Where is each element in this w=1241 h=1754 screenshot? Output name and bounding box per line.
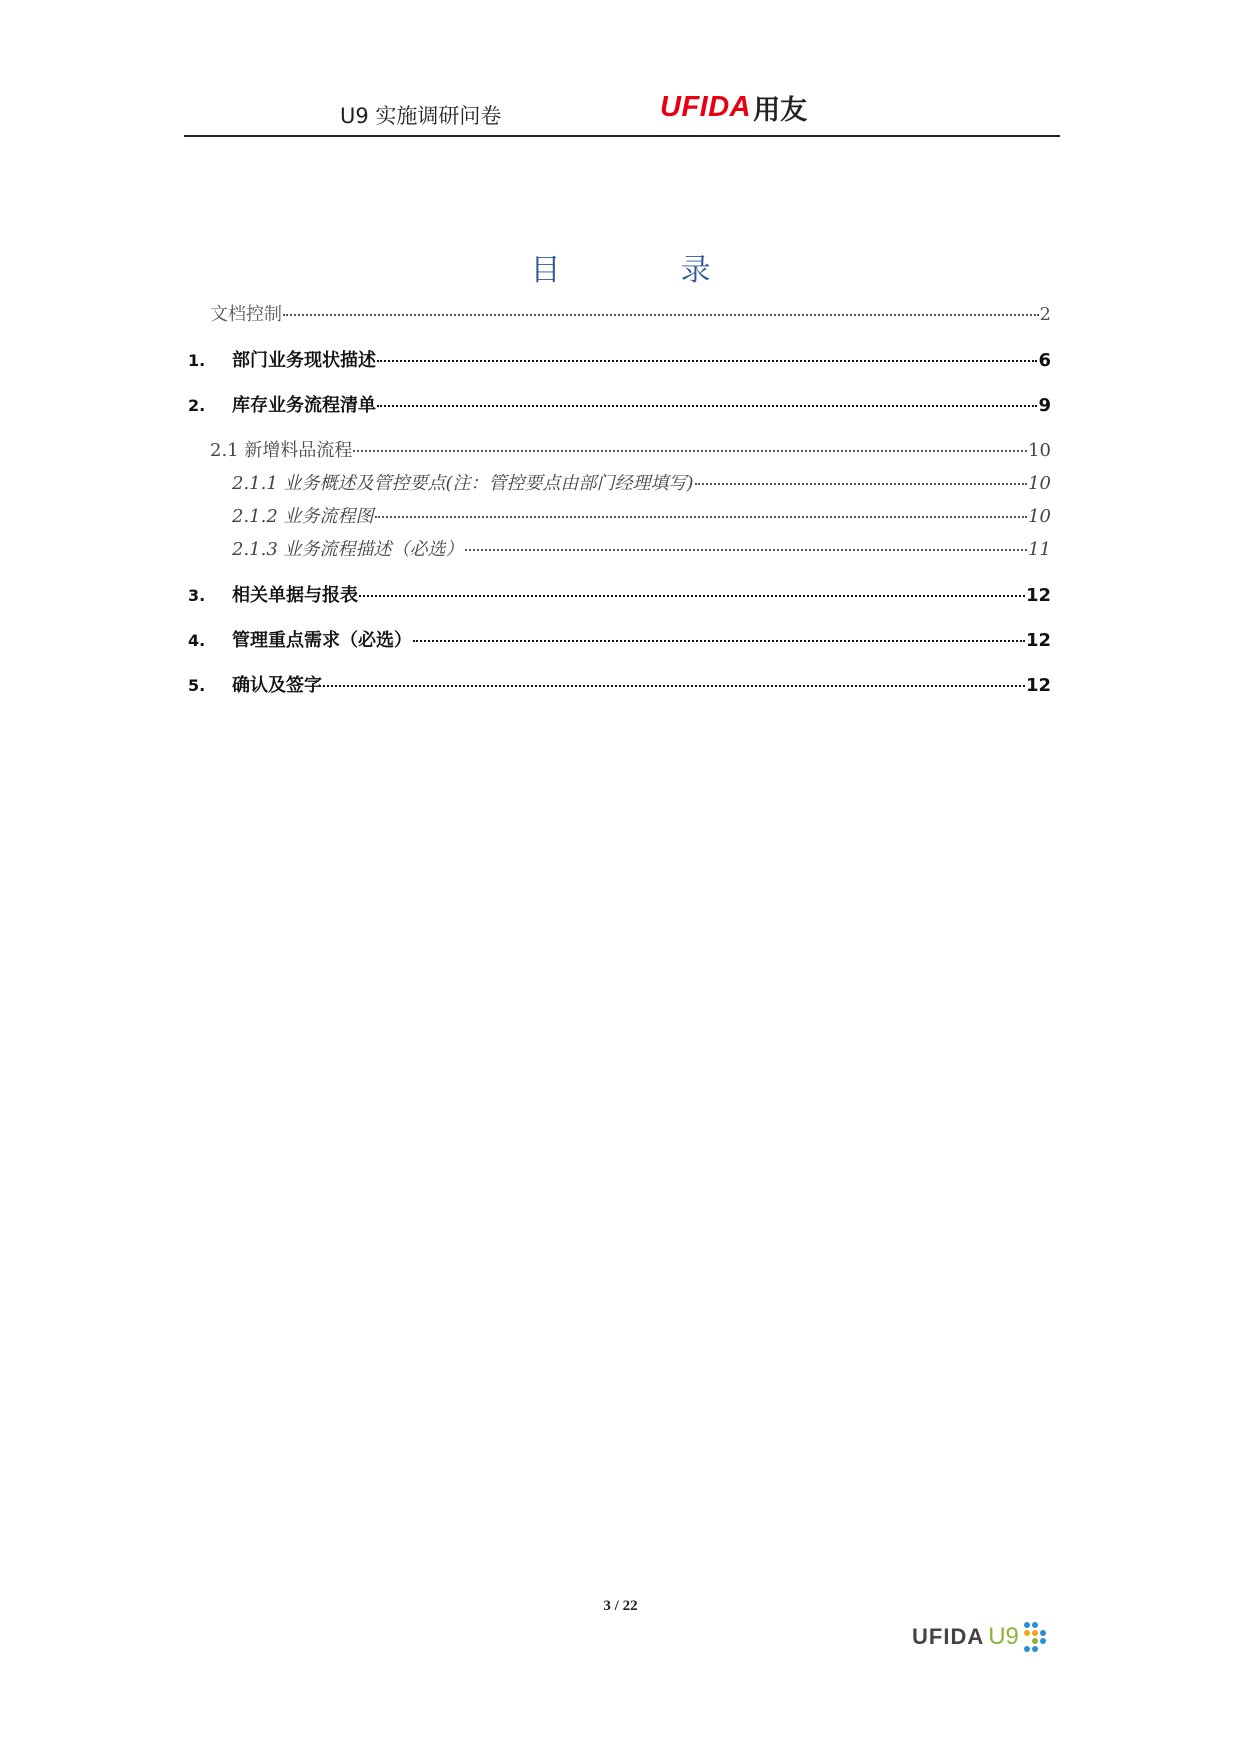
dots-logo-icon: [1021, 1620, 1049, 1654]
toc-entry-page: 12: [1025, 630, 1051, 651]
toc-leader-dots: [283, 314, 1039, 316]
toc-entry-text: 库存业务流程清单: [232, 395, 376, 416]
toc-entry-page: 2: [1039, 304, 1051, 325]
toc-title-left: 目: [530, 253, 561, 288]
logo-brand-cn-text: 用友: [753, 95, 808, 126]
toc-entry-page: 10: [1028, 440, 1051, 461]
toc-entry-text: 2.1 新增料品流程: [210, 440, 353, 461]
toc-entry-page: 12: [1025, 675, 1051, 696]
toc-leader-dots: [359, 595, 1025, 597]
toc-entry-text: 相关单据与报表: [232, 585, 358, 606]
toc-entry-text: 部门业务现状描述: [232, 350, 376, 371]
toc-entry-3[interactable]: [188, 581, 1051, 607]
toc-entry-2-1-1[interactable]: [232, 469, 1051, 495]
document-header-title: U9 实施调研问卷: [340, 104, 502, 128]
toc-entry-number: 4.: [188, 631, 206, 650]
toc-entry-2-1[interactable]: [210, 436, 1051, 462]
toc-entry-page: 6: [1038, 350, 1051, 371]
toc-entry-2[interactable]: [188, 391, 1051, 417]
toc-entry-2-1-3[interactable]: [232, 535, 1051, 561]
toc-entry-document-control[interactable]: [210, 300, 1051, 326]
toc-entry-page: 9: [1038, 395, 1051, 416]
toc-entry-2-1-2[interactable]: [232, 502, 1051, 528]
toc-entry-text: 确认及签字: [232, 675, 322, 696]
ufida-u9-footer-logo: [912, 1620, 1049, 1654]
toc-entry-number: 1.: [188, 351, 206, 370]
footer-logo-brand: UFIDA: [912, 1624, 985, 1649]
toc-leader-dots: [377, 405, 1037, 407]
toc-entry-text: 2.1.2 业务流程图: [232, 506, 374, 527]
toc-entry-number: 5.: [188, 676, 206, 695]
header-divider: [184, 135, 1060, 137]
toc-leader-dots: [413, 640, 1025, 642]
toc-entry-text: 管理重点需求（必选）: [232, 630, 412, 651]
toc-entry-number: 3.: [188, 586, 206, 605]
toc-entry-page: 12: [1025, 585, 1051, 606]
toc-entry-text: 2.1.3 业务流程描述（必选）: [232, 539, 464, 560]
ufida-header-logo: [660, 88, 807, 127]
toc-entry-5[interactable]: [188, 671, 1051, 697]
toc-entry-page: 11: [1028, 539, 1051, 560]
toc-title: [0, 245, 1241, 289]
toc-entry-text: 2.1.1 业务概述及管控要点(注：管控要点由部门经理填写): [232, 473, 694, 494]
toc-entry-text: 文档控制: [210, 304, 282, 325]
toc-leader-dots: [465, 549, 1028, 551]
toc-leader-dots: [353, 450, 1027, 452]
toc-entry-number: 2.: [188, 396, 206, 415]
toc-entry-page: 10: [1028, 473, 1051, 494]
footer-logo-product: U9: [988, 1623, 1019, 1650]
toc-entry-1[interactable]: [188, 346, 1051, 372]
toc-entry-page: 10: [1028, 506, 1051, 527]
logo-brand-text: UFIDA: [660, 91, 752, 123]
toc-title-right: 录: [680, 253, 711, 288]
toc-entry-4[interactable]: [188, 626, 1051, 652]
page-number: 3 / 22: [603, 1598, 638, 1614]
toc-leader-dots: [375, 516, 1028, 518]
toc-leader-dots: [695, 483, 1028, 485]
toc-leader-dots: [377, 360, 1037, 362]
toc-leader-dots: [323, 685, 1025, 687]
